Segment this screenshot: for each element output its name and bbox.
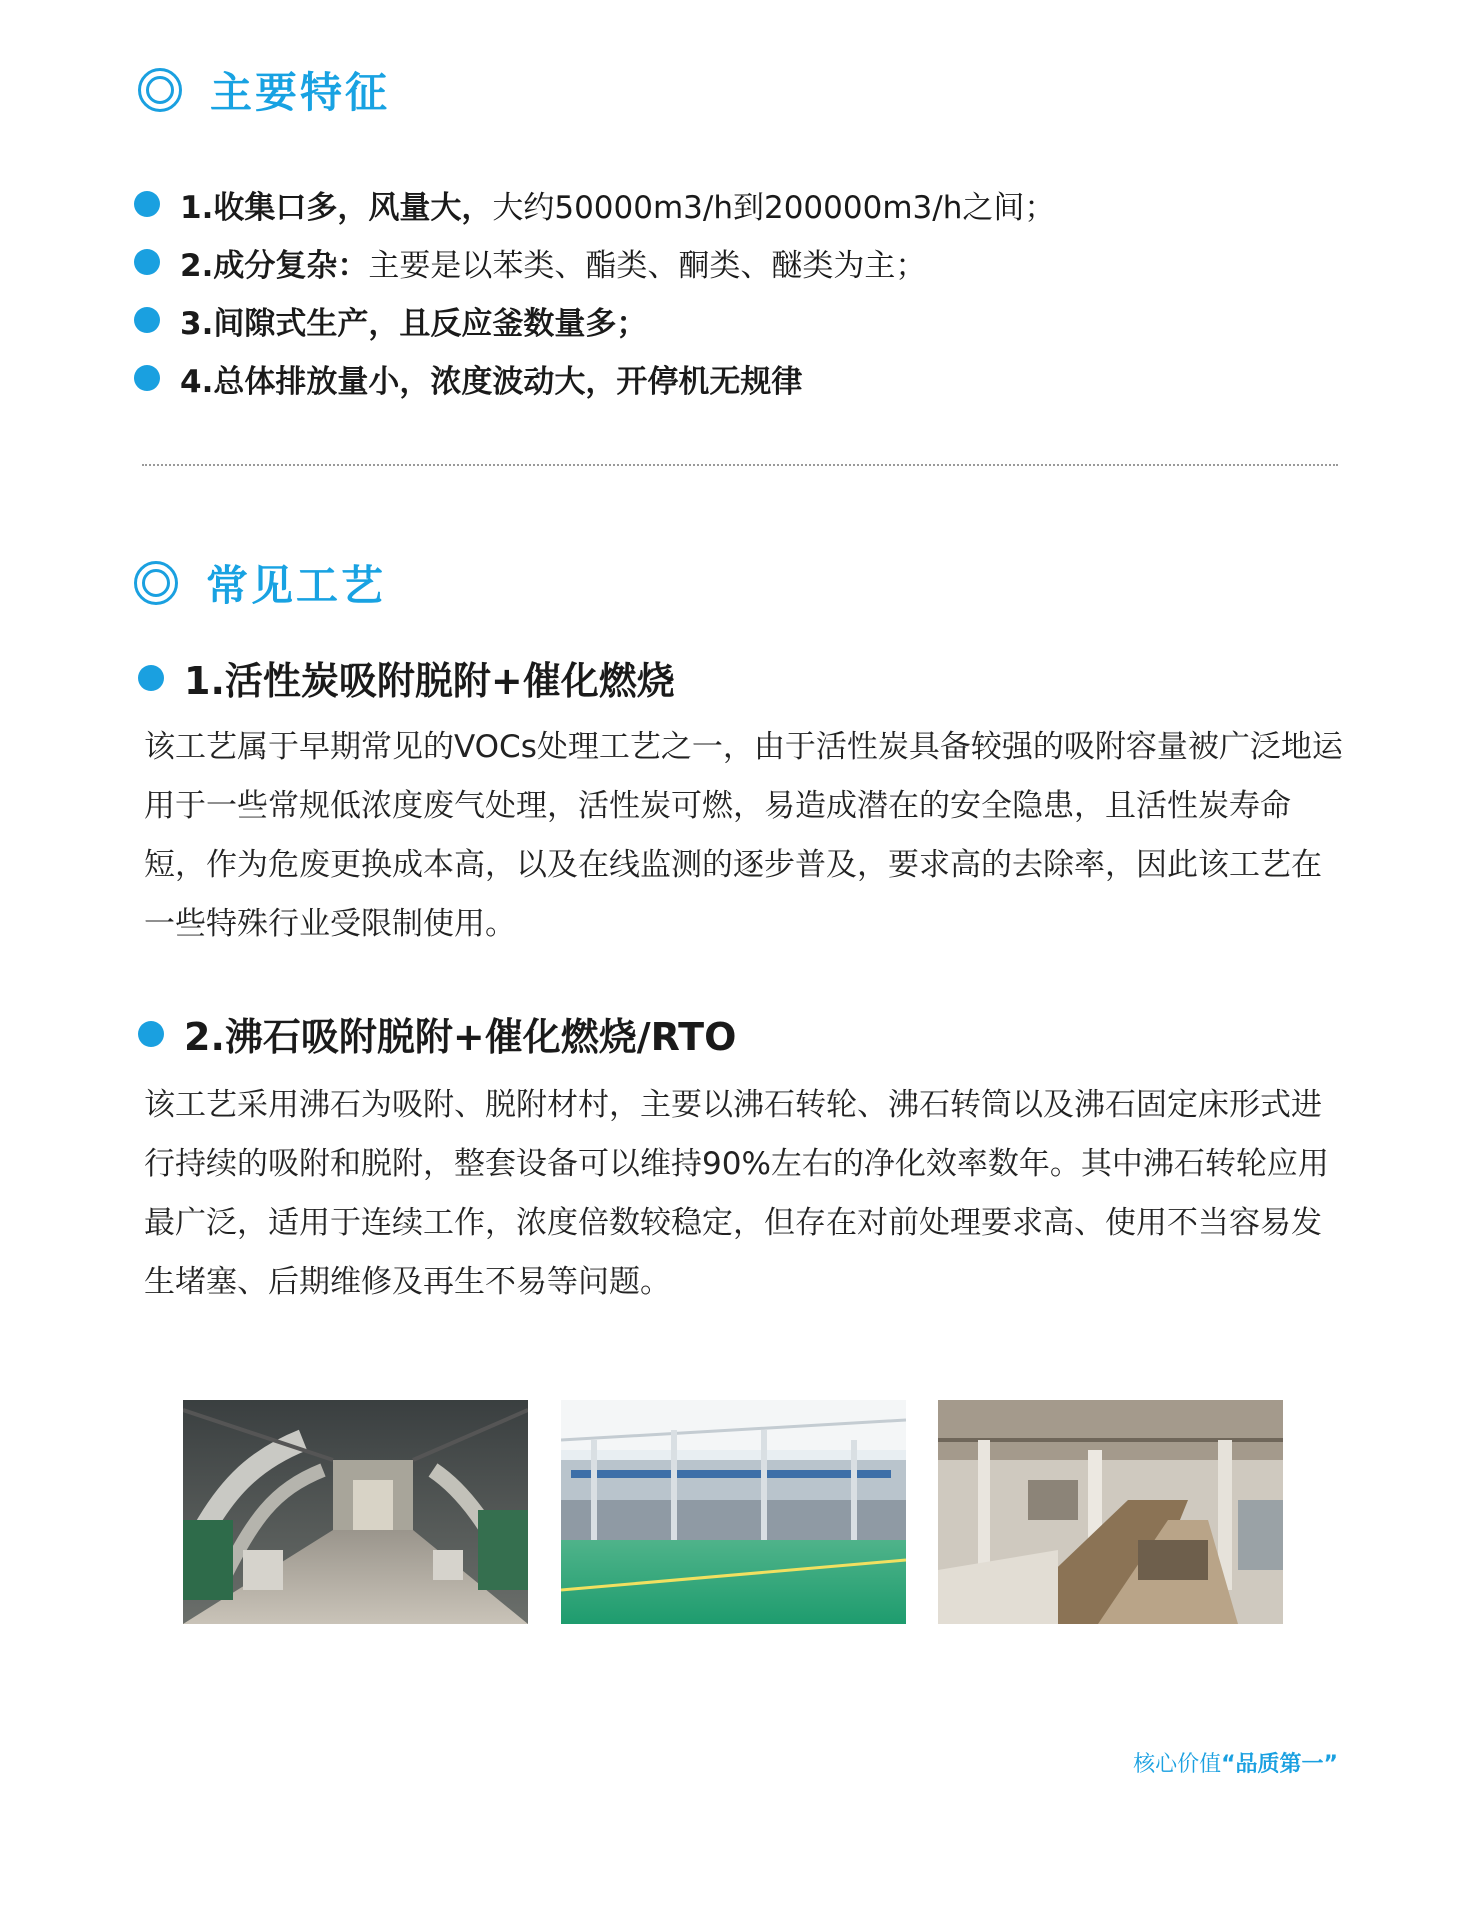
factory-photo (938, 1400, 1283, 1624)
feature-bold: 1.收集口多，风量大， (180, 189, 493, 226)
section-header-features (138, 60, 390, 120)
bullet-icon (138, 665, 164, 691)
feature-text: 大约50000m3/h到200000m3/h之间； (492, 189, 1056, 226)
list-item (134, 349, 1055, 407)
feature-text: 主要是以苯类、酯类、酮类、醚类为主； (368, 247, 927, 284)
bullet-icon (134, 365, 160, 391)
feature-bold: 3.间隙式生产，且反应釜数量多； (180, 305, 648, 342)
section-title: 常见工艺 (206, 561, 387, 610)
section-header-processes (134, 553, 386, 613)
section-divider (142, 464, 1338, 466)
factory-photo (561, 1400, 906, 1624)
target-icon (134, 561, 178, 605)
factory-photo (183, 1400, 528, 1624)
list-item (134, 291, 1055, 349)
process-description: 该工艺采用沸石为吸附、脱附材村，主要以沸石转轮、沸石转筒以及沸石固定床形式进行持续的吸附和脱附，整套设备可以维持90%左右的净化效率数年。其中沸石转轮应用最广泛，适用于连续工作，浓度倍数较稳定，但存在对前处理要求高、使用不当容易发生堵塞、后期维修及再生不易等问题。 (144, 1087, 1329, 1300)
footer-prefix: 核心价值 (1133, 1752, 1222, 1777)
process-title: 2.沸石吸附脱附+催化燃烧/RTO (184, 1015, 737, 1059)
feature-list (134, 175, 1055, 407)
list-item (134, 233, 1055, 291)
bullet-icon (134, 307, 160, 333)
feature-bold: 2.成分复杂： (180, 247, 369, 284)
list-item (134, 175, 1055, 233)
target-icon (138, 68, 182, 112)
process-title: 1.活性炭吸附脱附+催化燃烧 (184, 659, 675, 703)
process-description: 该工艺属于早期常见的VOCs处理工艺之一，由于活性炭具备较强的吸附容量被广泛地运用于一些常规低浓度废气处理，活性炭可燃，易造成潜在的安全隐患，且活性炭寿命短，作为危废更换成本高，以及在线监测的逐步普及，要求高的去除率，因此该工艺在一些特殊行业受限制使用。 (144, 729, 1343, 942)
process-heading (138, 650, 675, 705)
footer-slogan (1133, 1747, 1338, 1778)
bullet-icon (134, 249, 160, 275)
footer-quote: “品质第一” (1221, 1752, 1338, 1777)
section-title: 主要特征 (210, 68, 391, 117)
process-heading (138, 1006, 736, 1061)
bullet-icon (138, 1021, 164, 1047)
bullet-icon (134, 191, 160, 217)
feature-bold: 4.总体排放量小，浓度波动大，开停机无规律 (180, 363, 803, 400)
